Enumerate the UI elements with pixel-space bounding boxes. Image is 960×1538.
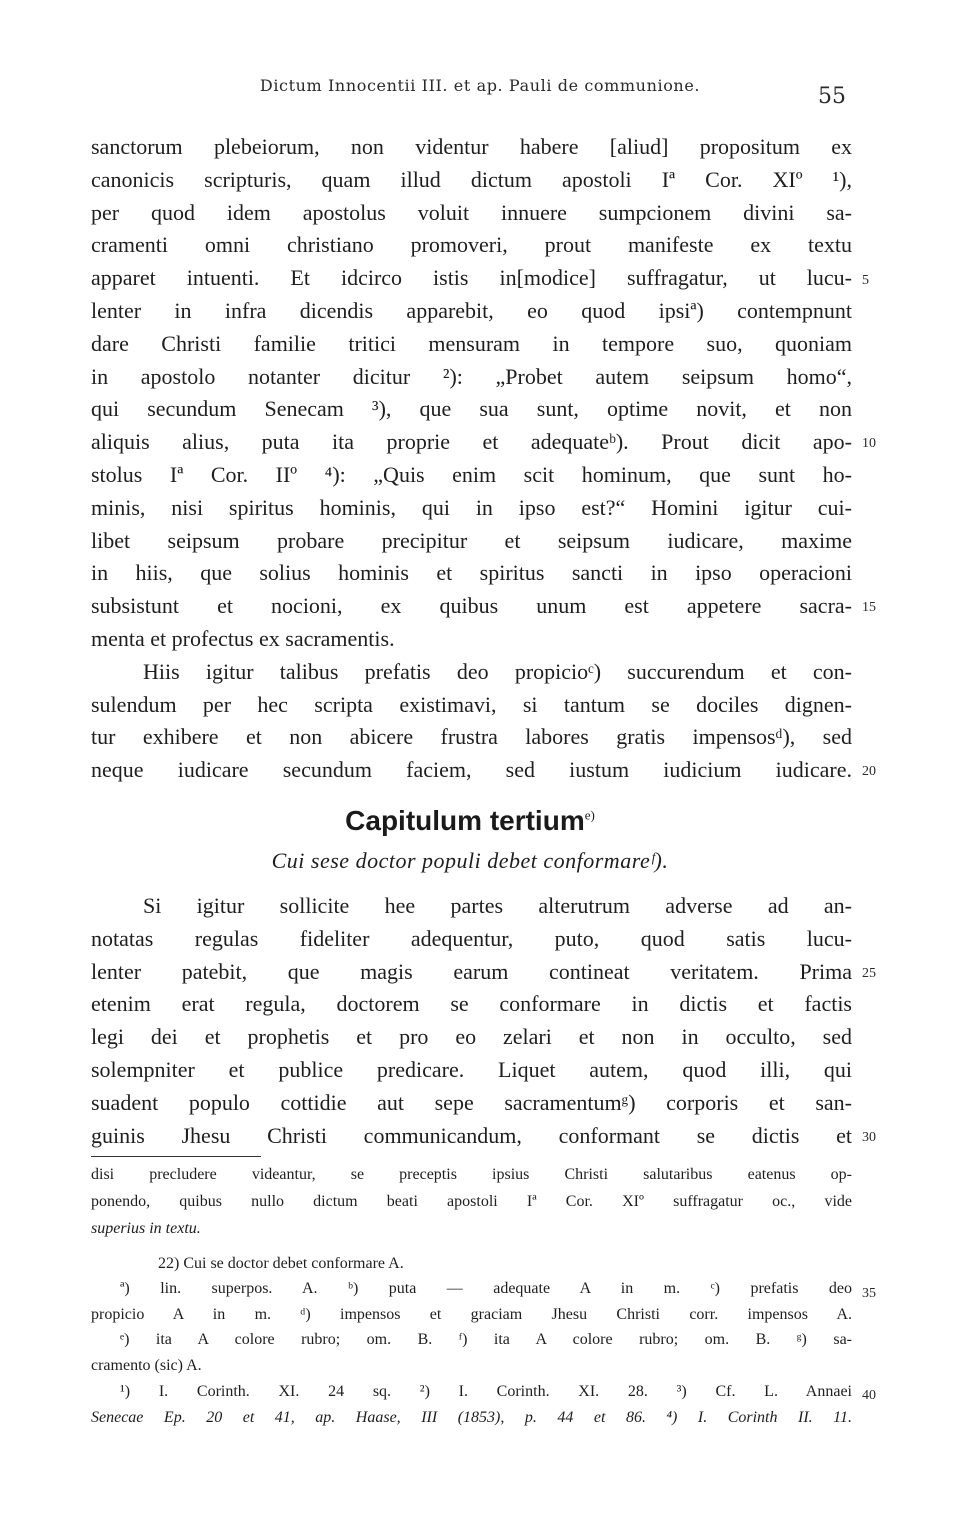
chapter-heading — [160, 805, 780, 837]
text-line: cramenti omni christiano promoveri, prout manifeste ex textu — [91, 232, 852, 257]
footnote-line: ponendo, quibus nullo dictum beati apostoli Iª Cor. XIº suffragatur oc., vide — [91, 1193, 852, 1210]
line-number: 5 — [862, 273, 869, 288]
line-number: 15 — [862, 600, 876, 615]
line-number: 35 — [862, 1286, 876, 1301]
text-line: sulendum per hec scripta existimavi, si tantum se dociles dignen- — [91, 692, 852, 717]
text-line: legi dei et prophetis et pro eo zelari et non in occulto, sed — [91, 1024, 852, 1049]
footnote-line: superius in textu. — [91, 1220, 201, 1237]
paragraph-first-line: Hiis igitur talibus prefatis deo propicioᶜ) succurendum et con- — [143, 659, 852, 684]
page-number: 55 — [818, 84, 846, 109]
paragraph-first-line: Si igitur sollicite hee partes alterutrum adverse ad an- — [143, 893, 852, 918]
text-line: in apostolo notanter dicitur ²): „Probet autem seipsum homo“, — [91, 364, 852, 389]
text-line: guinis Jhesu Christi communicandum, conformant se dictis et — [91, 1123, 852, 1148]
text-line: solempniter et publice predicare. Liquet autem, quod illi, qui — [91, 1057, 852, 1082]
text-line: suadent populo cottidie aut sepe sacramentumᵍ) corporis et san- — [91, 1090, 852, 1115]
footnote-line: ¹) I. Corinth. XI. 24 sq. ²) I. Corinth. XI. 28. ³) Cf. L. Annaei — [120, 1383, 852, 1400]
footnote-line: ᵉ) ita A colore rubro; om. B. ᶠ) ita A colore rubro; om. B. ᵍ) sa- — [120, 1331, 852, 1348]
text-line: sanctorum plebeiorum, non videntur habere [aliud] propositum ex — [91, 134, 852, 159]
text-line: stolus Iª Cor. IIº ⁴): „Quis enim scit hominum, que sunt ho- — [91, 462, 852, 487]
text-line: dare Christi familie tritici mensuram in tempore suo, quoniam — [91, 331, 852, 356]
text-line: notatas regulas fideliter adequentur, puto, quod satis lucu- — [91, 926, 852, 951]
text-line: tur exhibere et non abicere frustra labores gratis impensosᵈ), sed — [91, 724, 852, 749]
text-line: aliquis alius, puta ita proprie et adequateᵇ). Prout dicit apo- — [91, 429, 852, 454]
text-line: per quod idem apostolus voluit innuere sumpcionem divini sa- — [91, 200, 852, 225]
text-line: neque iudicare secundum faciem, sed iustum iudicium iudicare. — [91, 757, 852, 782]
line-number: 25 — [862, 966, 876, 981]
chapter-title: Capitulum tertium — [345, 805, 585, 836]
text-line: subsistunt et nocioni, ex quibus unum est appetere sacra- — [91, 593, 852, 618]
footnote-line: 22) Cui se doctor debet conformare A. — [158, 1255, 404, 1272]
line-number: 30 — [862, 1130, 876, 1145]
text-line: menta et profectus ex sacramentis. — [91, 626, 395, 651]
text-line: lenter patebit, que magis earum contineat veritatem. Prima — [91, 959, 852, 984]
text-line: qui secundum Senecam ³), que sua sunt, optime novit, et non — [91, 396, 852, 421]
text-line: canonicis scripturis, quam illud dictum apostoli Iª Cor. XIº ¹), — [91, 167, 852, 192]
footnote-line: ª) lin. superpos. A. ᵇ) puta — adequate A in m. ᶜ) prefatis deo — [120, 1280, 852, 1297]
footnote-line: propicio A in m. ᵈ) impensos et graciam Jhesu Christi corr. impensos A. — [91, 1306, 852, 1323]
text-line: minis, nisi spiritus hominis, qui in ipso est?“ Homini igitur cui- — [91, 495, 852, 520]
chapter-title-note: e) — [584, 807, 595, 823]
text-line: libet seipsum probare precipitur et seipsum iudicare, maxime — [91, 528, 852, 553]
footnote-line: cramento (sic) A. — [91, 1357, 202, 1374]
text-line: etenim erat regula, doctorem se conformare in dictis et factis — [91, 991, 852, 1016]
text-line: lenter in infra dicendis apparebit, eo quod ipsiª) contempnunt — [91, 298, 852, 323]
line-number: 20 — [862, 764, 876, 779]
running-title: Dictum Innocentii III. et ap. Pauli de communione. — [259, 76, 701, 95]
text-line: in hiis, que solius hominis et spiritus sancti in ipso operacioni — [91, 560, 852, 585]
footnote-line: disi precludere videantur, se preceptis ipsius Christi salutaribus eatenus op- — [91, 1166, 852, 1183]
text-line: apparet intuenti. Et idcirco istis in[modice] suffragatur, ut lucu- — [91, 265, 852, 290]
footnote-rule — [91, 1156, 261, 1157]
line-number: 10 — [862, 436, 876, 451]
chapter-subheading: Cui sese doctor populi debet conformareᶠ). — [271, 848, 669, 873]
footnote-line: Senecae Ep. 20 et 41, ap. Haase, III (1853), p. 44 et 86. ⁴) I. Corinth II. 11. — [91, 1409, 852, 1426]
line-number: 40 — [862, 1388, 876, 1403]
